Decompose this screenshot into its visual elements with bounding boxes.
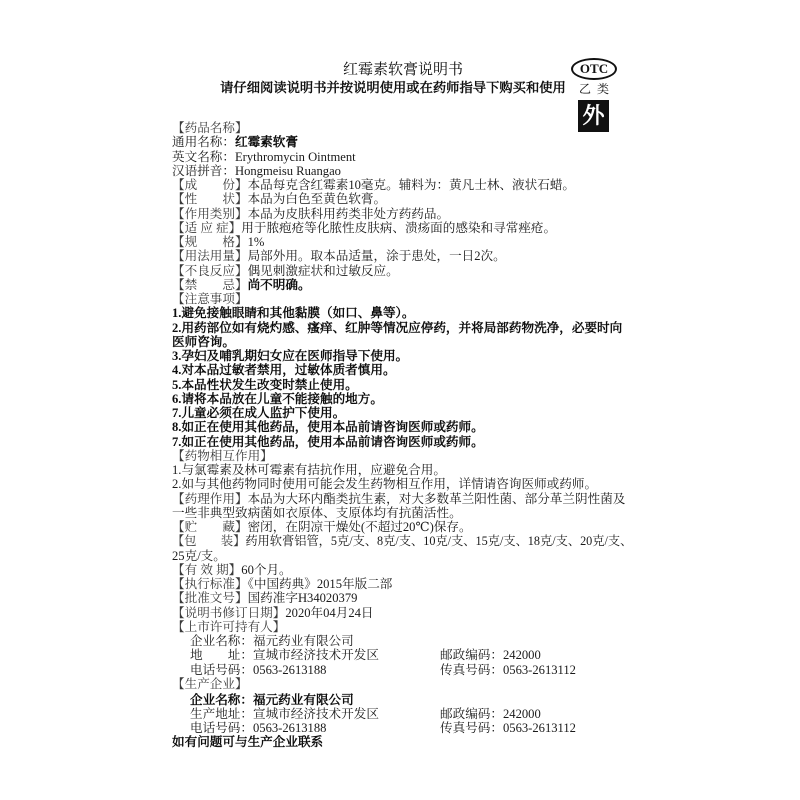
document-subtitle: 请仔细阅读说明书并按说明使用或在药师指导下购买和使用 [220,80,566,95]
pharmacology-text: 本品为大环内酯类抗生素，对大多数革兰阳性菌、部分革兰阴性菌及 [247,491,626,506]
manufacturer-heading-line [172,677,632,691]
marketing-holder-phone: 0563-2613188 [252,662,327,677]
manufacturer-address-label: 生产地址： [190,706,253,721]
precautions-heading-line [172,292,632,306]
standard-heading: 【执行标准】 [172,577,248,591]
standard-line [172,577,632,591]
marketing-holder-heading: 【上市许可持有人】 [172,619,286,634]
precaution-item-continuation: 医师咨询。 [172,334,235,349]
precaution-item: 4.对本品过敏者禁用，过敏体质者慎用。 [172,363,396,378]
manufacturer-fax-label: 传真号码： [440,721,503,736]
dosage-text: 局部外用。取本品适量，涂于患处，一日2次。 [247,249,506,264]
marketing-holder-fax: 0563-2613112 [502,662,576,677]
composition-text: 本品每克含红霉素10毫克。辅料为：黄凡士林、液状石蜡。 [247,178,575,192]
precautions-heading: 【注意事项】 [172,292,248,306]
english-name-value: Erythromycin Ointment [234,149,356,164]
precaution-item: 7.儿童必须在成人监护下使用。 [172,406,346,420]
description-text: 本品为白色至黄色软膏。 [247,192,387,207]
otc-class-label: 乙类 [578,82,615,96]
marketing-holder-postcode-label: 邮政编码： [440,648,503,663]
marketing-holder-address-label: 地 址： [190,648,253,663]
shelf-life-heading: 【有 效 期】 [172,562,242,577]
manufacturer-phone-label: 电话号码： [190,721,253,736]
contraindications-line [172,278,632,292]
pharmacology-line [172,492,632,506]
strength-text: 1% [247,235,265,249]
manufacturer-address-row [172,707,632,721]
marketing-holder-address: 宣城市经济技术开发区 [252,648,379,663]
dosage-line [172,249,632,263]
manufacturer-phone-row [172,721,632,735]
generic-name-label: 通用名称： [172,135,235,150]
manufacturer-phone: 0563-2613188 [252,721,327,736]
interactions-heading: 【药物相互作用】 [172,448,273,463]
category-text: 本品为皮肤科用药类非处方药药品。 [247,206,450,221]
approval-number-text: 国药准字H34020379 [247,591,358,606]
manufacturer-address: 宣城市经济技术开发区 [252,706,379,721]
revision-date-line [172,606,632,620]
otc-mark: OTC [571,58,617,80]
manufacturer-name-line [172,693,632,707]
manufacturer-postcode-cell [440,707,541,721]
approval-number-heading: 【批准文号】 [172,591,248,606]
packaging-text: 药用软膏铝管，5克/支、8克/支、10克/支、15克/支、18克/支、20克/支、 [245,534,633,549]
generic-name-line [172,135,632,149]
storage-text: 密闭，在阴凉干燥处(不超过20℃)保存。 [247,520,472,534]
english-name-label: 英文名称： [172,149,235,164]
contraindications-text: 尚不明确。 [247,277,311,292]
description-heading: 【性 状】 [172,192,248,207]
marketing-holder-postcode-cell [440,648,541,662]
english-name-line [172,150,632,164]
manufacturer-name: 福元药业有限公司 [252,692,354,707]
external-use-mark: 外 [578,100,609,132]
category-line [172,207,632,221]
marketing-holder-name-line [172,634,632,648]
indications-text: 用于脓疱疮等化脓性皮肤病、溃疡面的感染和寻常痤疮。 [241,220,557,235]
drug-name-heading: 【药品名称】 [172,121,248,135]
manufacturer-fax-cell [440,721,576,735]
precaution-item: 8.如正在使用其他药品，使用本品前请咨询医师或药师。 [172,420,484,435]
pinyin-name-line [172,164,632,178]
description-line [172,192,632,206]
marketing-holder-address-cell [190,648,440,662]
pharmacology-heading: 【药理作用】 [172,491,248,506]
manufacturer-name-label: 企业名称： [190,692,253,707]
marketing-holder-fax-cell [440,663,576,677]
contraindications-heading: 【禁 忌】 [172,277,248,292]
marketing-holder-phone-cell [190,663,440,677]
standard-text: 《中国药典》2015年版二部 [247,577,393,591]
manufacturer-postcode: 242000 [502,706,541,721]
leaflet-body [172,121,632,750]
manufacturer-address-cell [190,707,440,721]
marketing-holder-name: 福元药业有限公司 [252,634,354,648]
interaction-item: 1.与氯霉素及林可霉素有拮抗作用，应避免合用。 [172,463,446,477]
precaution-item: 1.避免接触眼睛和其他黏膜（如口、鼻等）。 [172,306,415,321]
shelf-life-text: 60个月。 [241,562,292,577]
pharmacology-continuation: 一些非典型致病菌如衣原体、支原体均有抗菌活性。 [172,505,462,520]
indications-heading: 【适 应 症】 [172,220,242,235]
interactions-heading-line [172,449,632,463]
manufacturer-fax: 0563-2613112 [502,721,576,736]
dosage-heading: 【用法用量】 [172,249,248,264]
interaction-item: 2.如与其他药物同时使用可能会发生药物相互作用，详情请咨询医师或药师。 [172,477,598,492]
marketing-holder-postcode: 242000 [502,648,541,663]
marketing-holder-phone-label: 电话号码： [190,662,253,677]
category-heading: 【作用类别】 [172,206,248,221]
indications-line [172,221,632,235]
revision-date-text: 2020年04月24日 [285,605,374,620]
composition-heading: 【成 份】 [172,178,248,192]
precaution-item: 2.用药部位如有烧灼感、瘙痒、红肿等情况应停药，并将局部药物洗净，必要时向 [172,320,623,335]
marketing-holder-fax-label: 传真号码： [440,662,503,677]
precaution-item: 6.请将本品放在儿童不能接触的地方。 [172,391,383,406]
manufacturer-phone-cell [190,721,440,735]
manufacturer-postcode-label: 邮政编码： [440,706,503,721]
precaution-item: 3.孕妇及哺乳期妇女应在医师指导下使用。 [172,349,409,363]
storage-heading: 【贮 藏】 [172,520,248,534]
adverse-reactions-heading: 【不良反应】 [172,263,248,278]
marketing-holder-name-label: 企业名称： [190,634,253,648]
strength-heading: 【规 格】 [172,235,248,249]
precaution-item: 5.本品性状发生改变时禁止使用。 [172,377,358,392]
composition-line [172,178,632,192]
marketing-holder-address-row [172,648,632,662]
marketing-holder-heading-line [172,620,632,634]
generic-name-value: 红霉素软膏 [234,135,298,150]
revision-date-heading: 【说明书修订日期】 [172,605,286,620]
pinyin-name-label: 汉语拼音： [172,163,235,178]
packaging-line [172,534,633,549]
storage-line [172,520,632,534]
packaging-continuation: 25克/支。 [172,548,226,563]
strength-line [172,235,632,249]
adverse-reactions-line [172,264,632,278]
drug-name-heading-line [172,121,632,135]
contact-note: 如有问题可与生产企业联系 [172,735,324,750]
packaging-heading: 【包 装】 [172,534,246,549]
approval-number-line [172,591,632,605]
pinyin-name-value: Hongmeisu Ruangao [234,163,341,178]
document-title: 红霉素软膏说明书 [342,62,464,78]
manufacturer-heading: 【生产企业】 [172,676,248,691]
shelf-life-line [172,563,632,577]
marketing-holder-phone-row [172,663,632,677]
precaution-item: 7.如正在使用其他药品，使用本品前请咨询医师或药师。 [172,434,484,449]
adverse-reactions-text: 偶见刺激症状和过敏反应。 [247,263,399,278]
